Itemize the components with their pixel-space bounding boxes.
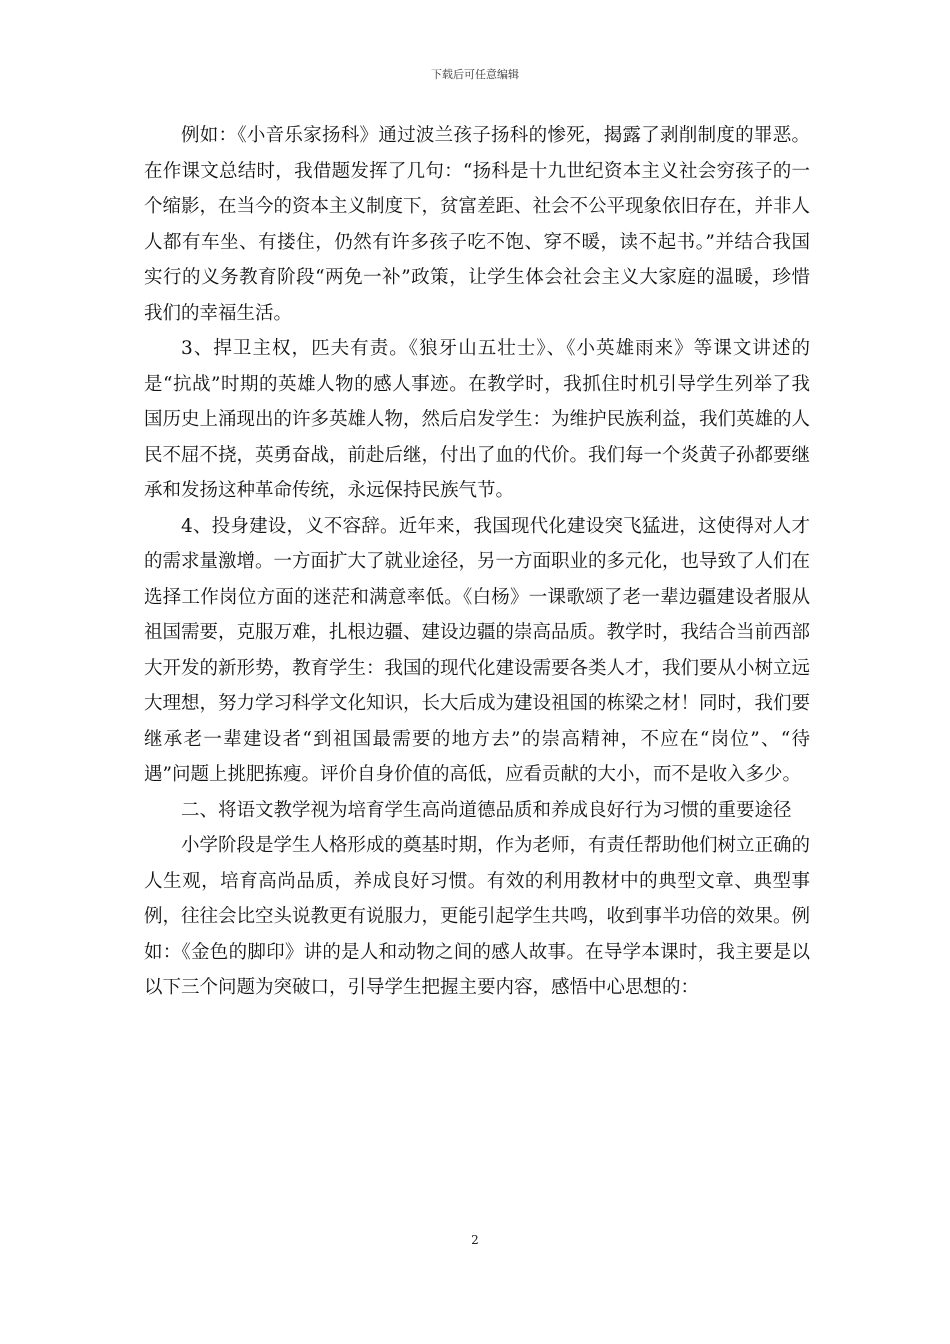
document-body	[144, 118, 810, 1006]
paragraph-primary-school: 小学阶段是学生人格形成的奠基时期，作为老师，有责任帮助他们树立正确的人生观，培育高尚品质，养成良好习惯。有效的利用教材中的典型文章、典型事例，往往会比空头说教更有说服力，更能引起学生共鸣，收到事半功倍的效果。例如：《金色的脚印》讲的是人和动物之间的感人故事。在导学本课时，我主要是以以下三个问题为突破口，引导学生把握主要内容，感悟中心思想的：	[144, 835, 811, 998]
paragraph-construction: 4、投身建设，义不容辞。近年来，我国现代化建设突飞猛进，这使得对人才的需求量激增。一方面扩大了就业途径，另一方面职业的多元化，也导致了人们在选择工作岗位方面的迷茫和满意率低。《白杨》一课歌颂了老一辈边疆建设者服从祖国需要，克服万难，扎根边疆、建设边疆的崇高品质。教学时，我结合当前西部大开发的新形势，教育学生：我国的现代化建设需要各类人才，我们要从小树立远大理想，努力学习科学文化知识，长大后成为建设祖国的栋梁之材！同时，我们要继承老一辈建设者“到祖国最需要的地方去”的崇高精神，不应在“岗位”、“待遇”问题上挑肥拣瘦。评价自身价值的高低，应看贡献的大小，而不是收入多少。	[144, 515, 811, 785]
paragraph-example-yangke: 例如：《小音乐家扬科》通过波兰孩子扬科的惨死，揭露了剥削制度的罪恶。在作课文总结时，我借题发挥了几句：“扬科是十九世纪资本主义社会穷孩子的一个缩影，在当今的资本主义制度下，贫富差距、社会不公平现象依旧存在，并非人人都有车坐、有搂住，仍然有许多孩子吃不饱、穿不暖，读不起书。”并结合我国实行的义务教育阶段“两免一补”政策，让学生体会社会主义大家庭的温暖，珍惜我们的幸福生活。	[144, 125, 811, 324]
page-number: 2	[471, 1233, 479, 1247]
section-heading-moral-education: 二、将语文教学视为培育学生高尚道德品质和养成良好行为习惯的重要途径	[181, 799, 792, 821]
paragraph-sovereignty: 3、捍卫主权，匹夫有责。《狼牙山五壮士》、《小英雄雨来》等课文讲述的是“抗战”时期的英雄人物的感人事迹。在教学时，我抓住时机引导学生列举了我国历史上涌现出的许多英雄人物，然后启发学生：为维护民族利益，我们英雄的人民不屈不挠，英勇奋战，前赴后继，付出了血的代价。我们每一个炎黄子孙都要继承和发扬这种革命传统，永远保持民族气节。	[144, 338, 811, 501]
page-header: 下载后可任意编辑	[431, 68, 519, 81]
